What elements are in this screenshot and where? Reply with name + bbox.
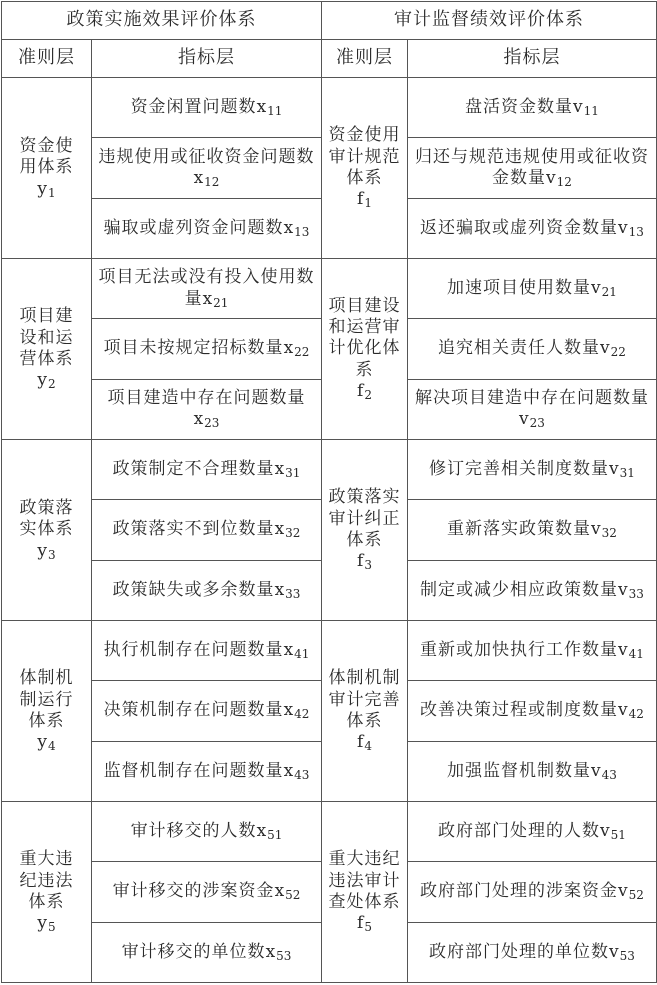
symbol [194,168,220,188]
cell-text [98,881,315,902]
symbol-letter: x [202,288,214,309]
left-indicator-cell [92,198,322,258]
label-text: 执行机制存在问题数量 [103,639,284,660]
symbol [325,551,404,572]
label-text: 改善决策过程或制度数量 [420,700,619,721]
cell-text [98,267,315,310]
symbol [591,278,617,298]
symbol [284,218,310,238]
cell-text [98,519,315,540]
label-text: 返还骗取或虚列资金数量 [420,217,619,238]
label-text: 政府部门处理的涉案资金 [420,881,619,902]
symbol-letter: x [256,97,268,118]
symbol-letter: v [618,700,629,721]
label-text: 政府部门处理的人数 [438,820,601,841]
symbol [591,761,617,781]
label-text: 项目无法或没有投入使用数量 [98,267,315,309]
label-text: 审计移交的人数 [130,820,257,841]
symbol-letter: x [274,579,286,600]
symbol-subscript: 3 [364,558,372,573]
cell-text [414,580,650,601]
right-indicator-cell [408,681,657,741]
table-row [2,78,657,138]
right-indicator-cell [408,862,657,922]
right-indicator-header: 指标层 [408,40,657,78]
symbol-subscript: 53 [276,948,292,963]
label-text: 决策机制存在问题数量 [103,700,284,721]
symbol-letter: v [573,97,584,118]
symbol-letter: y [37,732,48,753]
symbol-subscript: 1 [47,185,56,200]
symbol [600,338,626,358]
cell-text [414,761,650,782]
symbol-letter: x [265,941,277,962]
symbol-subscript: 1 [364,196,372,211]
label-text: 加速项目使用数量 [447,278,592,299]
symbol [618,218,644,238]
left-indicator-cell [92,138,322,198]
cell-text [98,459,315,480]
symbol-letter: v [609,459,620,479]
label-text: 政策落实审计纠正体系 [328,487,401,550]
symbol-subscript: 51 [267,827,283,842]
symbol-subscript: 22 [610,345,626,360]
label-text: 政策落实不到位数量 [112,519,275,540]
label-text: 追究相关责任人数量 [438,338,601,359]
symbol-subscript: 2 [364,387,372,402]
right-indicator-cell [408,620,657,680]
symbol-letter: v [618,579,629,600]
symbol-letter: v [618,217,629,238]
label-text: 政策落实体系 [19,498,74,540]
symbol-letter: v [609,941,620,962]
right-indicator-cell [408,560,657,620]
left-indicator-header: 指标层 [92,40,322,78]
left-system-title: 政策实施效果评价体系 [2,2,322,40]
symbol-subscript: 3 [47,547,56,562]
symbol-letter: x [274,459,286,479]
symbol-letter: f [357,551,365,572]
cell-text [414,459,650,480]
left-indicator-cell [92,560,322,620]
label-text: 项目未按规定招标数量 [103,338,284,359]
symbol [275,580,301,600]
symbol-subscript: 2 [47,377,56,392]
label-text: 审计移交的单位数 [121,941,266,962]
label-text: 修订完善相关制度数量 [429,459,610,479]
label-text: 盘活资金数量 [465,97,574,118]
right-criterion-cell [322,801,408,982]
cell-text [98,388,315,431]
cell-text [414,97,650,118]
symbol [257,821,283,841]
symbol-subscript: 5 [364,920,372,935]
cell-text [325,125,404,210]
cell-text [98,942,315,963]
left-indicator-cell [92,801,322,861]
symbol-letter: x [283,760,295,781]
label-text: 骗取或虚列资金问题数 [103,217,284,238]
symbol [618,881,644,901]
cell-text [5,668,88,753]
left-indicator-cell [92,500,322,560]
left-indicator-cell [92,439,322,499]
symbol-letter: f [357,189,365,210]
symbol [325,913,404,934]
cell-text [325,849,404,934]
symbol [591,519,617,539]
right-criterion-cell [322,439,408,620]
cell-text [5,498,88,562]
cell-text [414,218,650,239]
left-criterion-cell [2,78,92,259]
symbol [284,338,310,358]
label-text: 制定或减少相应政策数量 [420,579,619,600]
symbol-subscript: 43 [601,767,617,782]
cell-text [414,519,650,540]
cell-text [325,668,404,753]
symbol-subscript: 4 [364,739,372,754]
symbol-subscript: 43 [294,767,310,782]
symbol-letter: y [37,540,48,561]
symbol-subscript: 4 [47,739,56,754]
cell-text [98,580,315,601]
label-text: 资金使用审计规范体系 [328,125,401,188]
symbol [618,640,644,660]
symbol [194,409,220,429]
label-text: 违规使用或征收资金问题数 [98,146,315,167]
cell-text [414,147,650,190]
cell-text [5,849,88,934]
right-criteria-header: 准则层 [322,40,408,78]
label-text: 政策缺失或多余数量 [112,579,275,600]
symbol [5,179,88,200]
cell-text [414,640,650,661]
label-text: 归还与规范违规使用或征收资金数量 [415,146,649,188]
label-text: 政策制定不合理数量 [112,459,275,479]
left-indicator-cell [92,379,322,439]
symbol-letter: y [37,370,48,391]
right-indicator-cell [408,198,657,258]
label-text: 解决项目建造中存在问题数量 [415,388,649,409]
label-text: 加强监督机制数量 [447,760,592,781]
symbol [5,541,88,562]
symbol [275,459,301,479]
symbol-letter: v [591,760,602,781]
evaluation-system-table [1,1,657,983]
right-criterion-cell [322,620,408,801]
cell-text [414,278,650,299]
symbol-subscript: 31 [619,466,635,480]
cell-text [414,338,650,359]
cell-text [414,388,650,431]
symbol-letter: f [357,732,365,753]
symbol [257,97,283,117]
cell-text [325,296,404,402]
symbol-subscript: 13 [294,224,310,239]
symbol-subscript: 33 [628,586,644,601]
symbol-subscript: 21 [213,295,229,310]
symbol-letter: x [274,519,286,540]
symbol-subscript: 52 [628,888,644,903]
left-indicator-cell [92,681,322,741]
right-indicator-cell [408,500,657,560]
symbol-subscript: 42 [294,707,310,722]
symbol [325,189,404,210]
label-text: 体制机制运行体系 [19,668,74,731]
symbol-letter: x [193,167,205,188]
cell-text [414,881,650,902]
symbol-letter: x [283,700,295,721]
symbol-subscript: 12 [556,174,572,189]
cell-text [414,942,650,963]
symbol-subscript: 41 [628,646,644,661]
symbol [546,168,572,188]
cell-text [98,338,315,359]
right-criterion-cell [322,78,408,259]
table-row [2,620,657,680]
symbol [609,942,635,962]
right-indicator-cell [408,258,657,318]
cell-text [98,218,315,239]
symbol-subscript: 33 [285,586,301,601]
symbol-letter: v [591,278,602,299]
left-indicator-cell [92,258,322,318]
symbol-letter: x [193,409,205,430]
right-indicator-cell [408,379,657,439]
table-row [2,258,657,318]
right-indicator-cell [408,801,657,861]
symbol [275,519,301,539]
label-text: 重大违纪违法体系 [19,849,74,912]
label-text: 项目建造中存在问题数量 [107,388,306,409]
left-indicator-cell [92,620,322,680]
left-criteria-header: 准则层 [2,40,92,78]
label-text: 监督机制存在问题数量 [103,760,284,781]
right-indicator-cell [408,439,657,499]
symbol-subscript: 23 [529,416,545,431]
label-text: 体制机制审计完善体系 [328,668,401,731]
symbol-letter: x [283,217,295,238]
cell-text [414,821,650,842]
left-criterion-cell [2,801,92,982]
cell-text [98,640,315,661]
symbol [5,913,88,934]
right-indicator-cell [408,922,657,982]
left-indicator-cell [92,741,322,801]
left-criterion-cell [2,258,92,439]
symbol-subscript: 21 [601,285,617,300]
left-criterion-cell [2,620,92,801]
label-text: 重大违纪违法审计查处体系 [328,849,401,912]
cell-text [414,700,650,721]
right-indicator-cell [408,78,657,138]
symbol-letter: v [600,338,611,359]
symbol [275,881,301,901]
left-indicator-cell [92,862,322,922]
symbol-letter: y [37,913,48,934]
cell-text [5,136,88,200]
symbol-letter: f [357,913,365,934]
symbol-letter: x [256,820,268,841]
left-indicator-cell [92,922,322,982]
symbol-subscript: 32 [601,526,617,541]
symbol [266,942,292,962]
symbol [284,640,310,660]
symbol-subscript: 22 [294,345,310,360]
symbol-subscript: 53 [619,948,635,963]
symbol-letter: x [274,881,286,902]
right-indicator-cell [408,741,657,801]
symbol [618,700,644,720]
symbol-subscript: 51 [610,827,626,842]
symbol-subscript: 13 [628,224,644,239]
symbol-letter: v [519,409,530,430]
symbol-letter: v [600,820,611,841]
symbol-subscript: 42 [628,707,644,722]
cell-text [5,306,88,391]
symbol [203,289,229,309]
symbol [284,761,310,781]
symbol-letter: f [357,380,365,401]
label-text: 重新落实政策数量 [447,519,592,540]
symbol [325,381,404,402]
symbol-subscript: 23 [204,416,220,431]
symbol-letter: v [618,881,629,902]
symbol [618,580,644,600]
symbol-letter: x [283,338,295,359]
symbol-subscript: 41 [294,646,310,661]
symbol-subscript: 11 [583,104,599,119]
table-row [2,801,657,861]
right-criterion-cell [322,258,408,439]
symbol [5,370,88,391]
right-indicator-cell [408,138,657,198]
symbol [573,97,599,117]
label-text: 资金闲置问题数 [130,97,257,118]
symbol [600,821,626,841]
cell-text [98,761,315,782]
symbol-letter: v [546,167,557,188]
symbol-subscript: 31 [285,466,301,480]
symbol-letter: x [283,639,295,660]
left-criterion-cell [2,439,92,620]
symbol-letter: v [591,519,602,540]
left-indicator-cell [92,319,322,379]
symbol [325,732,404,753]
symbol-subscript: 52 [285,888,301,903]
symbol-letter: y [37,178,48,199]
cell-text [98,147,315,190]
symbol-subscript: 12 [204,174,220,189]
symbol-subscript: 11 [267,104,283,119]
symbol [519,409,545,429]
cell-text [325,487,404,572]
symbol-letter: v [618,639,629,660]
symbol-subscript: 32 [285,526,301,541]
label-text: 资金使用体系 [19,136,74,178]
cell-text [98,821,315,842]
right-indicator-cell [408,319,657,379]
symbol-subscript: 5 [47,920,56,935]
label-text: 项目建设和运营审计优化体系 [328,295,401,380]
label-text: 审计移交的涉案资金 [112,881,275,902]
symbol [5,732,88,753]
label-text: 重新或加快执行工作数量 [420,639,619,660]
symbol [609,459,635,479]
cell-text [98,700,315,721]
left-indicator-cell [92,78,322,138]
right-system-title: 审计监督绩效评价体系 [322,2,657,40]
table-body [2,78,657,983]
label-text: 政府部门处理的单位数 [429,941,610,962]
symbol [284,700,310,720]
label-text: 项目建设和运营体系 [19,306,74,369]
cell-text [98,97,315,118]
table-row [2,439,657,499]
